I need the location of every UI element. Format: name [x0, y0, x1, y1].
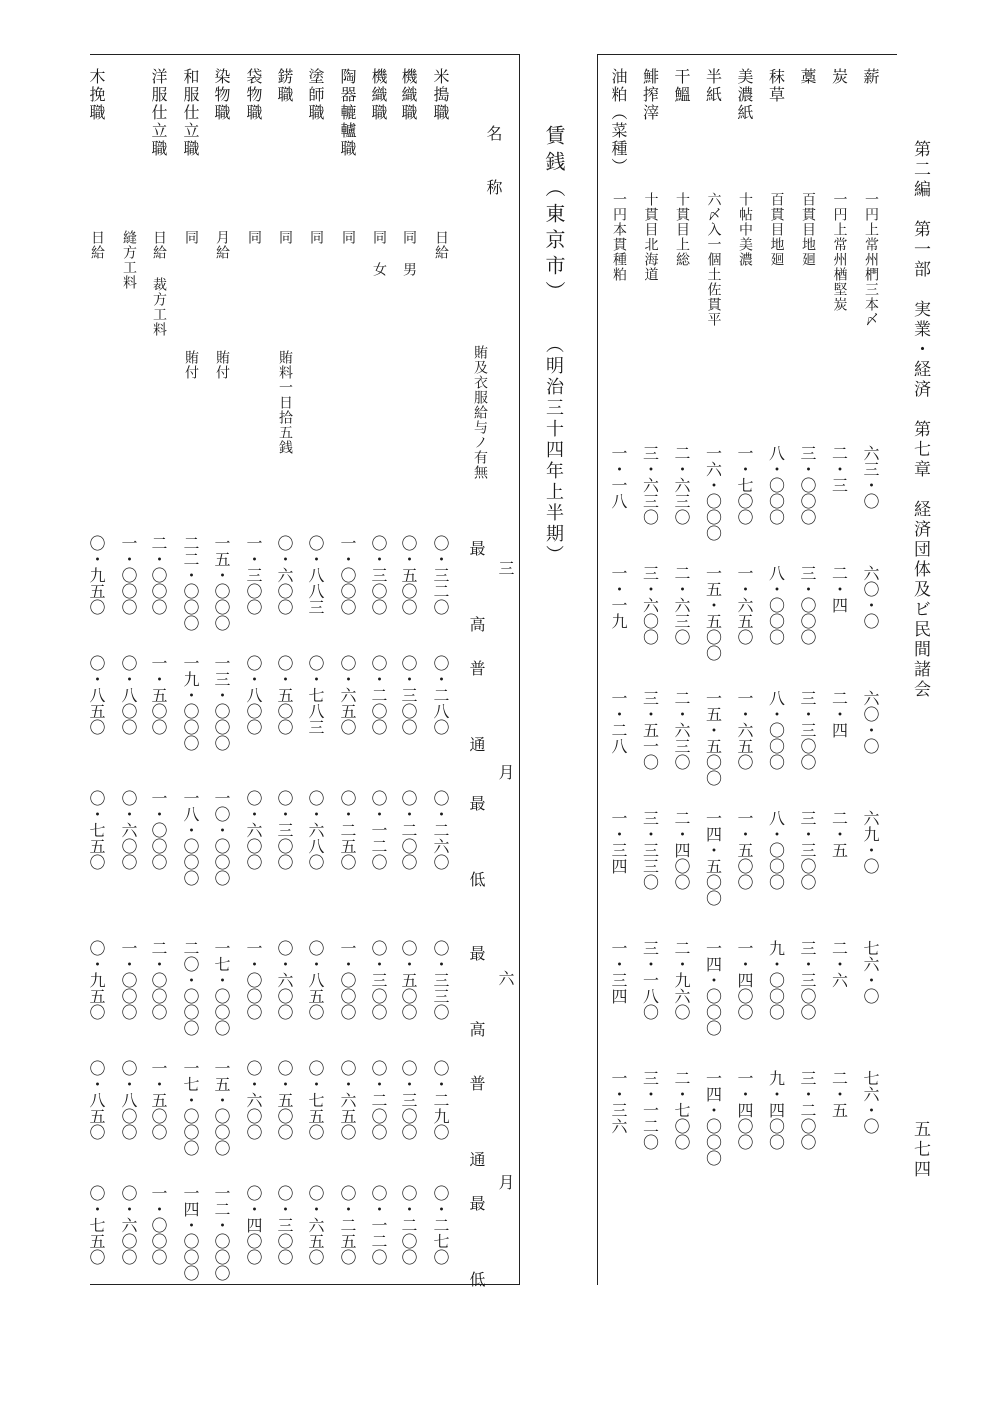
commodity-value: 三・〇〇〇: [798, 565, 817, 645]
wage-value: 一七・〇〇〇: [212, 940, 231, 1036]
commodity-spec: 十貫目北海道: [642, 192, 659, 282]
pay-type: 同: [308, 230, 324, 245]
wage-value: 〇・三二〇: [431, 535, 450, 615]
wage-value: 二二・〇〇〇: [181, 535, 200, 631]
commodity-value: 三・六三〇: [640, 445, 660, 525]
wage-value: 〇・七八三: [306, 655, 325, 735]
wage-value: 〇・二五〇: [338, 790, 357, 870]
commodity-spec: 十貫目上総: [674, 192, 690, 267]
commodity-name: 半紙: [703, 68, 723, 104]
wage-value: 一・〇〇〇: [338, 940, 357, 1020]
pay-type: 同: [183, 230, 199, 245]
pay-type: 縫方工料: [121, 230, 137, 290]
commodity-value: 二・四〇〇: [672, 810, 691, 890]
wage-value: 〇・一二〇: [369, 1185, 388, 1265]
commodity-spec: 百貫目地廻: [768, 192, 785, 267]
commodity-value: 二・三: [829, 445, 849, 493]
header-avg-6: 普 通: [467, 1075, 486, 1189]
occupation-name: 錺職: [275, 68, 294, 104]
commodity-spec: 十帖中美濃: [737, 192, 753, 267]
commodity-spec: 百貫目地廻: [800, 192, 816, 267]
header-avg-3: 普 通: [467, 660, 486, 774]
wage-value: 二〇・〇〇〇: [181, 940, 200, 1036]
header-meals: 賄及衣服給与ノ有無: [472, 345, 488, 480]
commodity-value: 三・一二〇: [640, 1070, 660, 1150]
commodity-value: 一六・〇〇〇: [703, 445, 723, 541]
top-rule-right: [597, 54, 897, 55]
occupation-name: 米搗職: [431, 68, 450, 122]
commodity-value: 八・〇〇〇: [766, 445, 786, 525]
wage-value: 一七・〇〇〇: [181, 1060, 200, 1156]
wage-value: 〇・八〇〇: [119, 1060, 138, 1140]
wage-value: 〇・六五〇: [338, 655, 357, 735]
pay-type: 日給: [433, 230, 449, 260]
commodity-name: 美濃紙: [735, 68, 754, 122]
wage-value: 〇・八〇〇: [119, 655, 138, 735]
header-month6: 六 月: [496, 970, 515, 1208]
commodity-value: 六〇・〇: [861, 565, 880, 629]
wage-value: 〇・二〇〇: [399, 1185, 418, 1265]
wage-value: 〇・二五〇: [338, 1185, 357, 1265]
pay-type: 同 女: [371, 230, 387, 277]
wage-value: 〇・二〇〇: [399, 790, 418, 870]
wage-value: 〇・五〇〇: [275, 1060, 294, 1140]
commodity-value: 一・三四: [609, 810, 628, 874]
pay-type: 同 男: [401, 230, 417, 277]
wage-value: 〇・三〇〇: [275, 790, 294, 870]
occupation-name: 木挽職: [87, 68, 106, 122]
occupation-name: 洋服仕立職: [149, 68, 168, 158]
occupation-name: 機織職: [399, 68, 418, 122]
wage-value: 一〇・〇〇〇: [212, 790, 231, 886]
wage-value: 〇・三〇〇: [369, 940, 388, 1020]
commodity-value: 一四・五〇〇: [703, 810, 723, 906]
occupation-name: 和服仕立職: [181, 68, 200, 158]
bottom-rule: [90, 1284, 520, 1285]
commodity-value: 一・一八: [609, 445, 628, 509]
wage-value: 〇・七五〇: [306, 1060, 325, 1140]
wage-value: 一・五〇〇: [149, 1060, 168, 1140]
commodity-value: 一四・〇〇〇: [703, 940, 723, 1036]
commodity-value: 一四・〇〇〇: [703, 1070, 723, 1166]
pay-type: 同: [340, 230, 356, 245]
commodity-value: 二・五: [829, 1070, 849, 1118]
commodity-value: 七六・〇: [861, 940, 880, 1004]
table-title: 賃銭（東京市）: [542, 125, 566, 307]
wage-value: 一・〇〇〇: [338, 535, 357, 615]
commodity-value: 一・六五〇: [735, 690, 754, 770]
wage-value: 一・〇〇〇: [149, 790, 168, 870]
header-min-3: 最 低: [467, 795, 486, 909]
wage-value: 〇・五〇〇: [399, 535, 418, 615]
occupation-name: 機織職: [369, 68, 388, 122]
commodity-spec: 一円本貫種粕: [611, 192, 627, 282]
commodity-value: 一・六五〇: [735, 565, 754, 645]
divider-right: [597, 54, 598, 1285]
wage-value: 〇・三〇〇: [275, 1185, 294, 1265]
wage-value: 一・〇〇〇: [119, 535, 138, 615]
table-period: （明治三十四年上半期）: [543, 335, 564, 566]
wage-value: 一・〇〇〇: [244, 940, 263, 1020]
occupation-name: 陶器轆轤職: [338, 68, 357, 158]
wage-value: 〇・六〇〇: [244, 790, 263, 870]
commodity-value: 二・六三〇: [672, 565, 691, 645]
wage-value: 〇・六〇〇: [119, 790, 138, 870]
wage-value: 〇・六〇〇: [119, 1185, 138, 1265]
commodity-spec: 六〆入一個土佐貫平: [705, 192, 722, 327]
commodity-value: 一・三四: [609, 940, 628, 1004]
header-max-3: 最 高: [467, 540, 486, 654]
wage-value: 〇・一二〇: [369, 790, 388, 870]
meals-note: 賄付: [214, 350, 230, 380]
occupation-name: 袋物職: [244, 68, 263, 122]
wage-value: 〇・二〇〇: [369, 655, 388, 735]
wage-value: 〇・二七〇: [431, 1185, 450, 1265]
commodity-value: 九・〇〇〇: [766, 940, 786, 1020]
commodity-value: 六九・〇: [861, 810, 880, 874]
commodity-name: 油粕（菜種）: [609, 68, 628, 176]
wage-value: 一九・〇〇〇: [181, 655, 200, 751]
page-number: 五七四: [910, 1120, 930, 1180]
wage-value: 二・〇〇〇: [149, 535, 168, 615]
commodity-name: 薪: [861, 68, 880, 86]
commodity-value: 三・六〇〇: [640, 565, 660, 645]
commodity-value: 二・六三〇: [672, 690, 691, 770]
wage-value: 一・三〇〇: [244, 535, 263, 615]
wage-value: 二・〇〇〇: [149, 940, 168, 1020]
commodity-value: 六〇・〇: [861, 690, 880, 754]
top-rule-left: [90, 54, 520, 55]
commodity-value: 二・六三〇: [672, 445, 691, 525]
wage-value: 一五・〇〇〇: [212, 1060, 231, 1156]
wage-value: 一・〇〇〇: [119, 940, 138, 1020]
wage-value: 〇・六五〇: [306, 1185, 325, 1265]
wage-value: 〇・七五〇: [87, 790, 106, 870]
wage-value: 〇・五〇〇: [275, 655, 294, 735]
commodity-value: 八・〇〇〇: [766, 810, 786, 890]
commodity-value: 八・〇〇〇: [766, 565, 786, 645]
commodity-value: 一五・五〇〇: [703, 690, 723, 786]
commodity-value: 二・四: [829, 565, 849, 613]
commodity-value: 一五・五〇〇: [703, 565, 723, 661]
commodity-name: 干鰮: [672, 68, 691, 104]
pay-type: 日給 裁方工料: [151, 230, 167, 337]
commodity-value: 三・三〇〇: [798, 810, 817, 890]
commodity-value: 二・七〇〇: [672, 1070, 691, 1150]
commodity-value: 三・五一〇: [640, 690, 660, 770]
wage-value: 〇・九五〇: [87, 940, 106, 1020]
wage-value: 〇・二〇〇: [369, 1060, 388, 1140]
commodity-value: 三・二〇〇: [798, 1070, 817, 1150]
wage-value: 一二・〇〇〇: [212, 1185, 231, 1281]
commodity-value: 八・〇〇〇: [766, 690, 786, 770]
wage-value: 〇・三〇〇: [399, 1060, 418, 1140]
wage-value: 一八・〇〇〇: [181, 790, 200, 886]
commodity-value: 三・三〇〇: [798, 690, 817, 770]
wage-value: 〇・三〇〇: [369, 535, 388, 615]
wage-value: 〇・三三〇: [431, 940, 450, 1020]
wage-value: 〇・六五〇: [338, 1060, 357, 1140]
running-header: 第二編 第一部 実業・経済 第七章 経済団体及ビ民間諸会: [910, 140, 930, 700]
commodity-value: 三・〇〇〇: [798, 445, 817, 525]
header-max-6: 最 高: [467, 945, 486, 1059]
commodity-value: 二・四: [829, 690, 849, 738]
commodity-name: 藁: [798, 68, 817, 86]
wage-value: 〇・二八〇: [431, 655, 450, 735]
commodity-name: 炭: [829, 68, 849, 86]
wage-value: 一三・〇〇〇: [212, 655, 231, 751]
wage-value: 〇・八八三: [306, 535, 325, 615]
wage-value: 〇・八五〇: [87, 655, 106, 735]
wage-value: 一四・〇〇〇: [181, 1185, 200, 1281]
wage-value: 〇・五〇〇: [399, 940, 418, 1020]
wage-value: 〇・八五〇: [306, 940, 325, 1020]
commodity-value: 一・七〇〇: [735, 445, 754, 525]
header-name: 名 称: [484, 125, 503, 197]
header-min-6: 最 低: [467, 1195, 486, 1309]
commodity-value: 三・一八〇: [640, 940, 660, 1020]
commodity-value: 六三・〇: [861, 445, 880, 509]
meals-note: 賄料一日拾五銭: [277, 350, 293, 455]
header-month3: 三 月: [496, 560, 515, 798]
commodity-spec: 一円上常州楢堅炭: [831, 192, 848, 312]
commodity-value: 一・四〇〇: [735, 1070, 754, 1150]
commodity-name: 鯡搾滓: [640, 68, 660, 122]
pay-type: 同: [246, 230, 262, 245]
wage-value: 〇・八〇〇: [244, 655, 263, 735]
pay-type: 月給: [214, 230, 230, 260]
wage-value: 一五・〇〇〇: [212, 535, 231, 631]
commodity-value: 一・四〇〇: [735, 940, 754, 1020]
commodity-value: 一・五〇〇: [735, 810, 754, 890]
commodity-value: 二・六: [829, 940, 849, 988]
wage-value: 〇・七五〇: [87, 1185, 106, 1265]
wage-value: 〇・六〇〇: [275, 535, 294, 615]
wage-value: 〇・八五〇: [87, 1060, 106, 1140]
wage-value: 〇・三〇〇: [399, 655, 418, 735]
commodity-value: 二・九六〇: [672, 940, 691, 1020]
commodity-name: 秣草: [766, 68, 786, 104]
commodity-value: 一・一九: [609, 565, 628, 629]
commodity-value: 七六・〇: [861, 1070, 880, 1134]
divider-left: [519, 54, 520, 1285]
wage-value: 一・〇〇〇: [149, 1185, 168, 1265]
pay-type: 同: [277, 230, 293, 245]
meals-note: 賄付: [183, 350, 199, 380]
wage-value: 〇・二九〇: [431, 1060, 450, 1140]
commodity-spec: 一円上常州椚三本〆: [863, 192, 879, 327]
commodity-value: 二・五: [829, 810, 849, 858]
wage-value: 〇・四〇〇: [244, 1185, 263, 1265]
commodity-value: 三・三三〇: [640, 810, 660, 890]
wage-value: 〇・六〇〇: [275, 940, 294, 1020]
commodity-value: 九・四〇〇: [766, 1070, 786, 1150]
commodity-value: 一・三六: [609, 1070, 628, 1134]
wage-value: 〇・六八〇: [306, 790, 325, 870]
commodity-value: 三・三〇〇: [798, 940, 817, 1020]
wage-value: 〇・九五〇: [87, 535, 106, 615]
commodity-value: 一・二八: [609, 690, 628, 754]
occupation-name: 塗師職: [306, 68, 325, 122]
occupation-name: 染物職: [212, 68, 231, 122]
wage-value: 〇・二六〇: [431, 790, 450, 870]
pay-type: 日給: [89, 230, 105, 260]
wage-value: 一・五〇〇: [149, 655, 168, 735]
wage-value: 〇・六〇〇: [244, 1060, 263, 1140]
